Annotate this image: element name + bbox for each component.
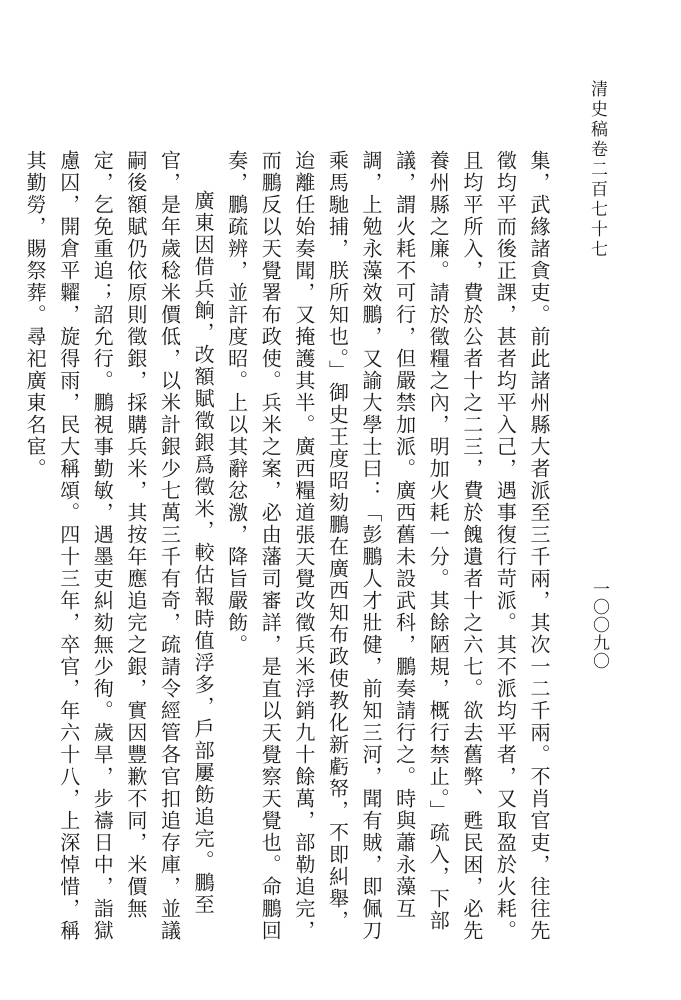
- paragraph-1: 集，武緣諸貪吏。前此諸州縣大者派至三千兩，其次一二千兩。不肖官吏，往往先徵均平而後正課，甚者均平入己，遇事復行苛派。其不派均平者，又取盈於火耗。且均平所入，費於公者十之二三，費於餽遺者十之六七。欲去舊弊、甦民困，必先養州縣之廉。請於徵糧之內，明加火耗一分。其餘陋規，概行禁止。」疏入，下部議，謂火耗不可行，但嚴禁加派。廣西舊未設武科，鵬奏請行之。時與蕭永藻互調，上勉永藻效鵬，又諭大學士曰：「彭鵬人才壯健，前知三河，聞有賊，即佩刀乘馬馳捕，朕所知也。」御史王度昭劾鵬在廣西知布政使教化新虧帑，不即糾舉，迨離任始奏聞，又掩護其半。廣西糧道張天覺改徵兵米浮銷九十餘萬，部勒追完，而鵬反以天覺署布政使。兵米之案，必由藩司審詳，是直以天覺察天覺也。命鵬回奏，鵬疏辨，並訐度昭。上以其辭忿激，降旨嚴飭。: [224, 150, 551, 942]
- page-header-title: 清史稿卷二百七十七: [587, 80, 607, 260]
- body-text-columns: [23, 150, 555, 950]
- page-number: 一〇〇九〇: [589, 580, 609, 670]
- paragraph-2: 廣東因借兵餉，改額賦徵銀爲徵米，較估報時值浮多，戶部屢飭追完。鵬至官，是年歲稔米價低，以米計銀少七萬三千有奇，疏請令經管各官扣追存庫，並議嗣後額賦仍依原則徵銀，採購兵米，其按年應追完之銀，實因豐歉不同，米價無定，乞免重追；詔允行。鵬視事勤敏，遇墨吏糾劾無少徇。歲旱，步禱日中，詣獄慮囚，開倉平糶，旋得雨，民大稱頌。四十三年，卒官，年六十八，上深悼惜，稱其勤勞，賜祭葬。尋祀廣東名宦。: [23, 150, 216, 942]
